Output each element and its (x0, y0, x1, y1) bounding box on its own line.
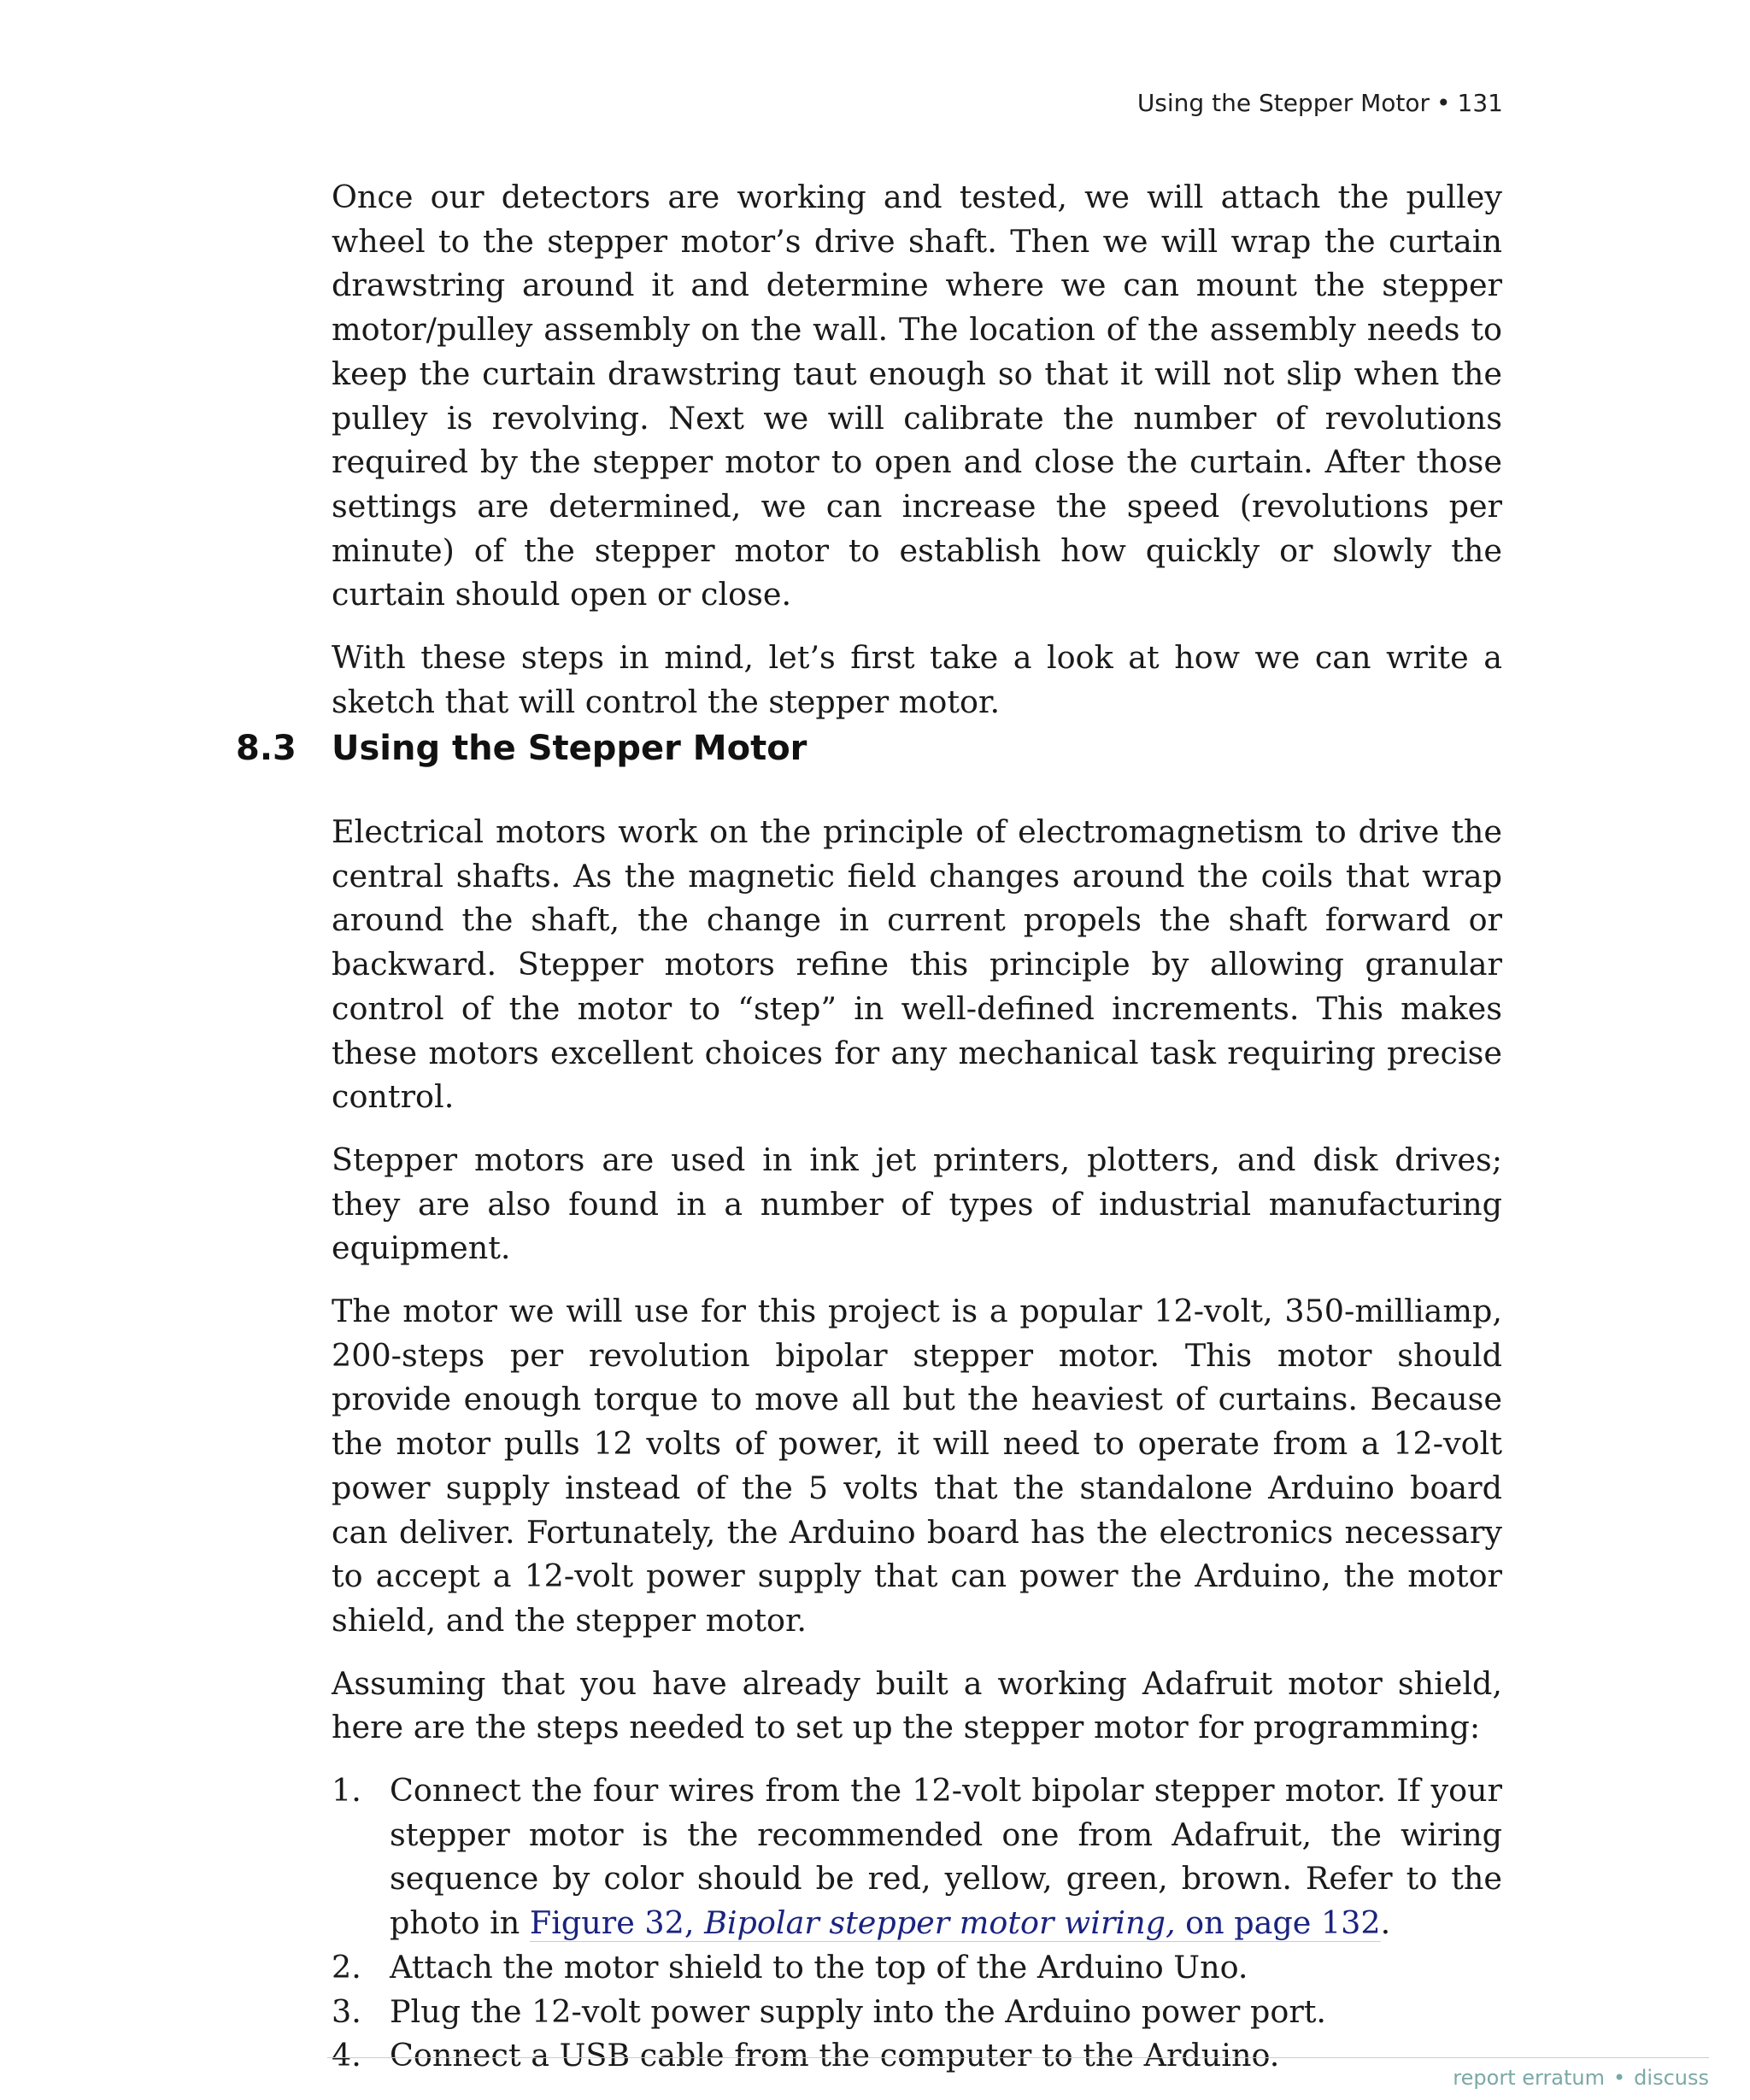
footer-divider (327, 2057, 1709, 2058)
setup-steps-list (332, 1769, 1502, 2078)
figure-link-prefix: Figure 32, (529, 1904, 705, 1942)
list-item (332, 1990, 1502, 2034)
list-item-text: Plug the 12-volt power supply into the Arduino power port. (390, 1992, 1327, 2030)
list-item-text: Connect the four wires from the 12-volt bipolar stepper motor. If your stepper motor is the recommended one from Adafruit, the wiring sequence by color should be red, yellow, green, brown. Refer to the photo in (390, 1772, 1502, 1942)
list-item-number: 3. (332, 1992, 361, 2030)
running-header (1137, 89, 1503, 117)
list-item-number: 1. (332, 1772, 361, 1810)
header-bullet: • (1436, 89, 1451, 117)
section-number: 8.3 (236, 729, 297, 768)
list-item (332, 1769, 1502, 1945)
section-paragraph-4: Assuming that you have already built a working Adafruit motor shield, here are the steps needed to set up the stepper motor for programming: (332, 1664, 1502, 1746)
list-item-text: Attach the motor shield to the top of the Arduino Uno. (390, 1948, 1248, 1986)
section-body (332, 810, 1502, 2078)
section-paragraph-2: Stepper motors are used in ink jet printers, plotters, and disk drives; they are also found in a number of types of industrial manufacturing equipment. (332, 1141, 1502, 1267)
running-title: Using the Stepper Motor (1136, 89, 1430, 117)
section-paragraph-3: The motor we will use for this project is a popular 12-volt, 350-milliamp, 200-steps per revolution bipolar stepper motor. This motor should provide enough torque to move all but the heaviest of curtains. Because the motor pulls 12 volts of power, it will need to operate from a 12-volt power supply instead of the 5 volts that the standalone Arduino board can deliver. Fortunately, the Arduino board has the electronics necessary to accept a 12-volt power supply that can power the Arduino, the motor shield, and the stepper motor. (332, 1293, 1502, 1639)
page-number: 131 (1457, 89, 1503, 117)
list-item-text: Connect a USB cable from the computer to the Arduino. (390, 2037, 1280, 2074)
figure-link-page: on page 132 (1175, 1904, 1381, 1942)
discuss-link[interactable]: discuss (1634, 2066, 1709, 2090)
intro-paragraph-1: Once our detectors are working and tested, we will attach the pulley wheel to the stepper motor’s drive shaft. Then we will wrap the curtain drawstring around it and determine where we can mount the stepper motor/pulley assembly on the wall. The location of the assembly needs to keep the curtain drawstring taut enough so that it will not slip when the pulley is revolving. Next we will calibrate the number of revolutions required by the stepper motor to open and close the curtain. After those settings are determined, we can increase the speed (revolutions per minute) of the stepper motor to establish how quickly or slowly the curtain should open or close. (332, 179, 1502, 613)
figure-32-link[interactable] (530, 1904, 1381, 1942)
section-paragraph-1: Electrical motors work on the principle of electromagnetism to drive the central shafts. As the magnetic field changes around the coils that wrap around the shaft, the change in current propels the shaft forward or backward. Stepper motors refine this principle by allowing granular control of the motor to “step” in well-defined increments. This makes these motors excellent choices for any mechanical task requiring precise control. (332, 813, 1502, 1116)
list-item-period: . (1380, 1904, 1391, 1942)
footer-separator: • (1613, 2066, 1626, 2090)
intro-paragraph-2: With these steps in mind, let’s first take a look at how we can write a sketch that will control the stepper motor. (332, 639, 1502, 720)
report-erratum-link[interactable]: report erratum (1453, 2066, 1606, 2090)
figure-link-caption: Bipolar stepper motor wiring, (704, 1904, 1176, 1942)
section-heading (236, 724, 807, 772)
list-item (332, 1945, 1502, 1990)
section-title: Using the Stepper Motor (332, 729, 807, 768)
list-item (332, 2033, 1502, 2078)
list-item-number: 4. (332, 2037, 361, 2074)
footer-links (1453, 2066, 1709, 2090)
list-item-number: 2. (332, 1948, 361, 1986)
intro-block (332, 175, 1502, 724)
